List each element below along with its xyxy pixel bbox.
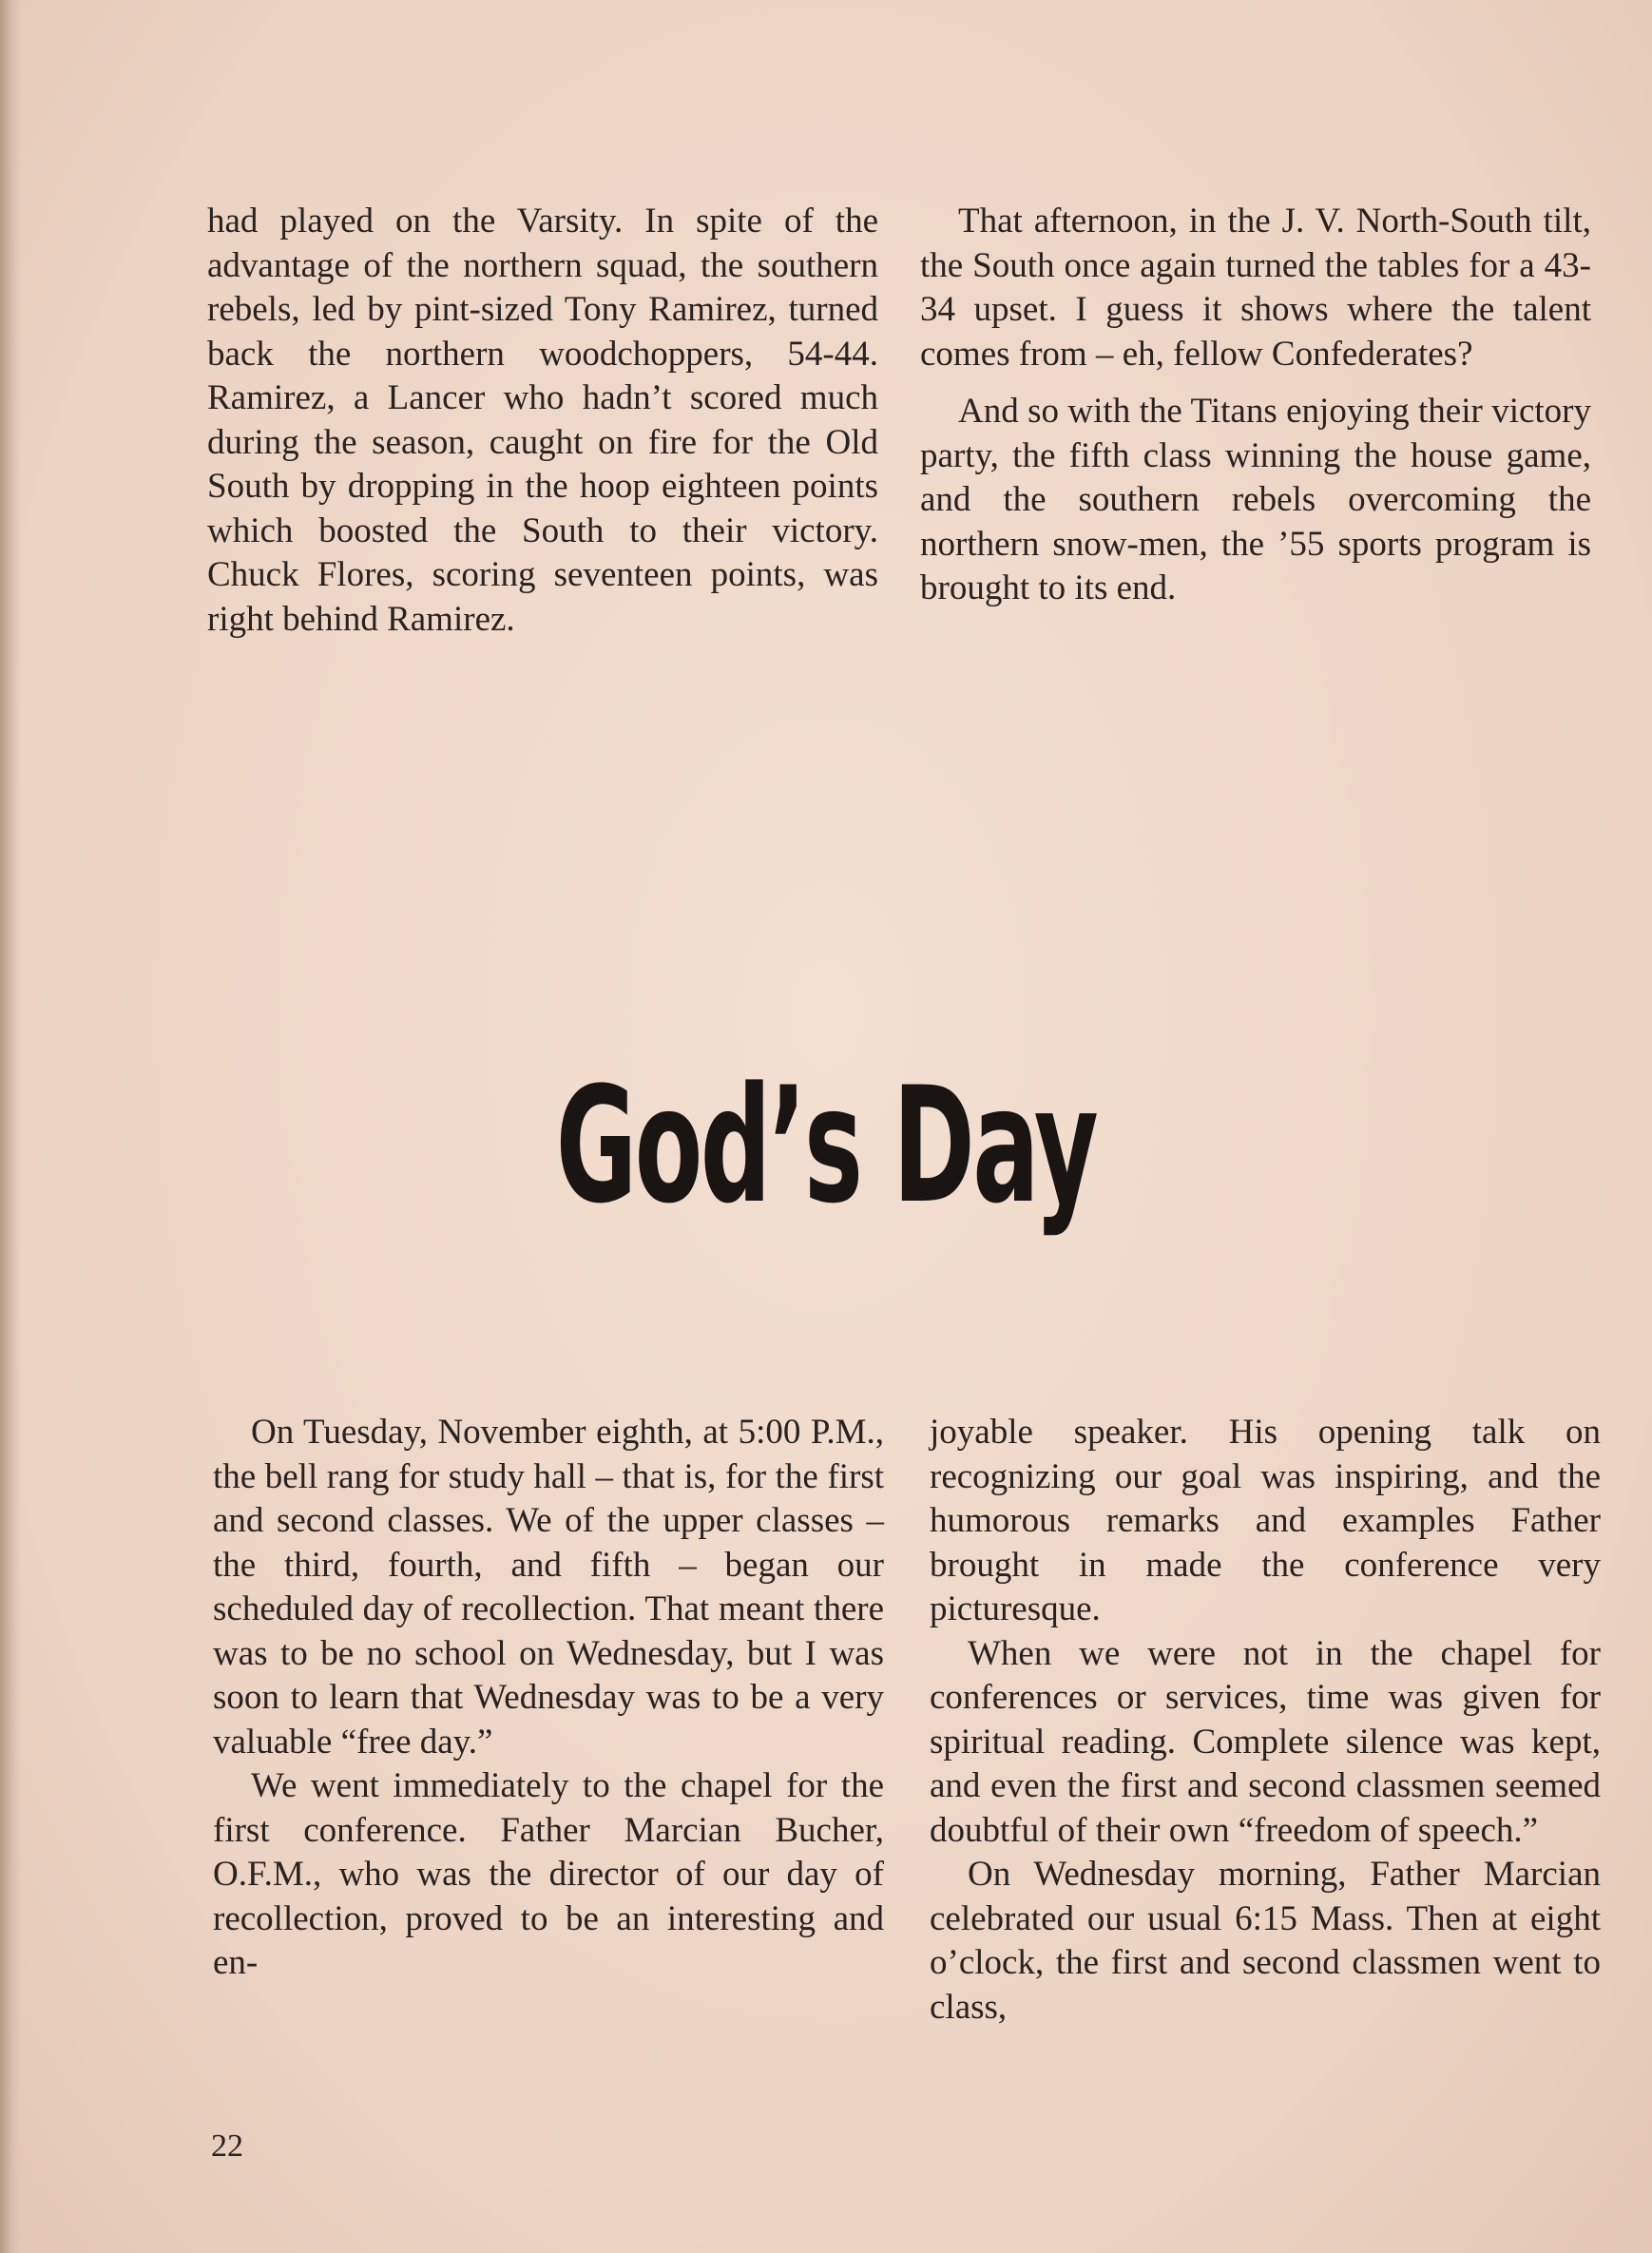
- article-title: God’s Day: [555, 1052, 1097, 1239]
- bottom-right-paragraph-1: joyable speaker. His opening talk on recognizing our goal was inspiring, and the humorous remarks and examples Father brought in made the conference very picturesque.: [930, 1413, 1601, 1628]
- top-right-paragraph-2: And so with the Titans enjoying their victory party, the fifth class winning the house game, and the southern rebels overcoming the northern snow-men, the ’55 sports program is brought to its end.: [920, 392, 1591, 607]
- bottom-left-paragraph-2: We went immediately to the chapel for the first conference. Father Marcian Bucher, O.F.M., who was the director of our day of recollection, proved to be an interesting and en-: [213, 1766, 884, 1982]
- bottom-right-paragraph-3: On Wednesday morning, Father Marcian celebrated our usual 6:15 Mass. Then at eight o’clock, the first and second classmen went to class,: [930, 1855, 1601, 2027]
- bottom-right-column: [930, 1411, 1601, 2030]
- top-right-paragraph-1: That afternoon, in the J. V. North-South tilt, the South once again turned the tables for a 43-34 upset. I guess it shows where the talent comes from – eh, fellow Confederates?: [920, 202, 1591, 374]
- bottom-left-column: [213, 1411, 884, 1986]
- bottom-right-paragraph-2: When we were not in the chapel for conferences or services, time was given for spiritual reading. Complete silence was kept, and even the first and second classmen seemed doubtful of their own “freedom of speech.”: [930, 1633, 1601, 1850]
- bottom-left-paragraph-1: On Tuesday, November eighth, at 5:00 P.M., the bell rang for study hall – that is, for the first and second classes. We of the upper classes – the third, fourth, and fifth – began our scheduled day of recollection. That meant there was to be no school on Wednesday, but I was soon to learn that Wednesday was to be a very valuable “free day.”: [213, 1413, 884, 1762]
- top-right-column: [920, 200, 1591, 611]
- page-number: 22: [211, 2128, 243, 2164]
- top-left-column: [207, 200, 878, 642]
- top-left-paragraph-1: had played on the Varsity. In spite of the advantage of the northern squad, the southern rebels, led by pint-sized Tony Ramirez, turned back the northern woodchoppers, 54-44. Ramirez, a Lancer who hadn’t scored much during the season, caught on fire for the Old South by dropping in the hoop eighteen points which boosted the South to their victory. Chuck Flores, scoring seventeen points, was right behind Ramirez.: [207, 202, 878, 639]
- spine-shadow: [0, 0, 21, 2253]
